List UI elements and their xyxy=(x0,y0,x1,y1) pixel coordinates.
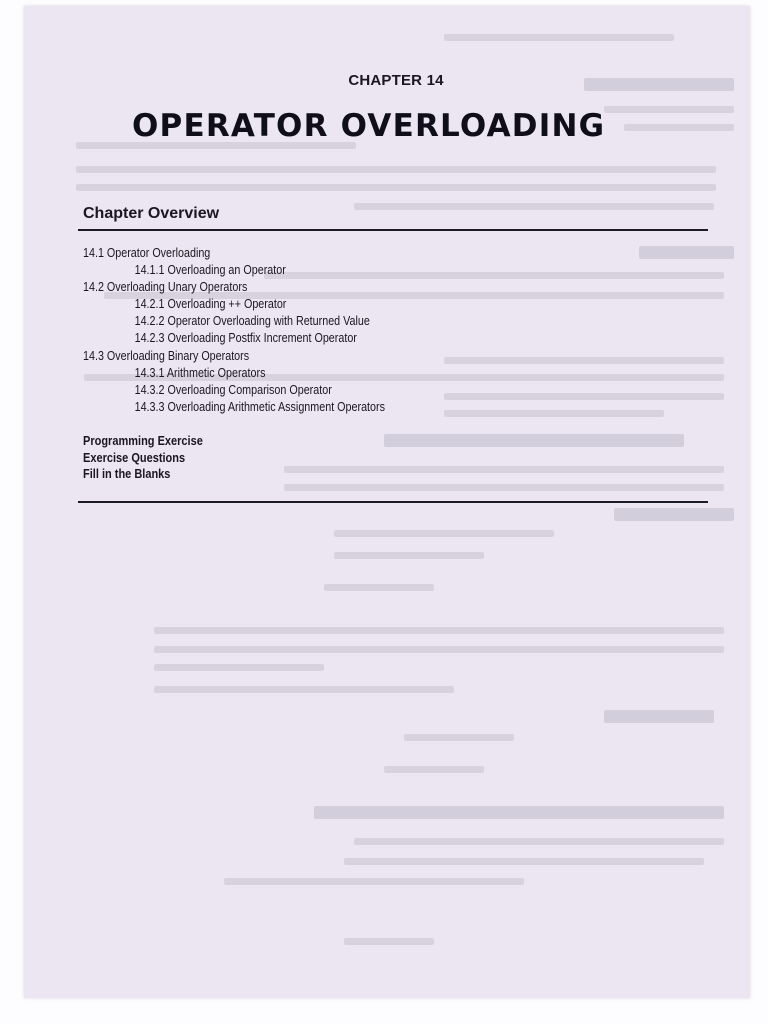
toc-item: 14.2.3 Overloading Postfix Increment Operator xyxy=(134,331,357,346)
toc-item: 14.3 Overloading Binary Operators xyxy=(83,348,250,363)
divider-bottom xyxy=(78,501,708,503)
chapter-title: OPERATOR OVERLOADING xyxy=(132,108,606,144)
chapter-label: CHAPTER 14 xyxy=(348,72,444,89)
table-of-contents xyxy=(83,245,385,416)
extra-item-programming-exercise: Programming Exercise xyxy=(83,434,203,448)
scanned-page xyxy=(24,6,750,998)
toc-item: 14.2.2 Operator Overloading with Returned Value xyxy=(134,314,370,329)
toc-item: 14.3.2 Overloading Comparison Operator xyxy=(134,382,332,397)
toc-item: 14.3.3 Overloading Arithmetic Assignment Operators xyxy=(134,399,385,414)
toc-item: 14.1 Operator Overloading xyxy=(83,246,211,260)
extra-item-exercise-questions: Exercise Questions xyxy=(83,450,186,465)
toc-item: 14.2 Overloading Unary Operators xyxy=(83,280,248,295)
extra-item-fill-in-the-blanks: Fill in the Blanks xyxy=(83,467,171,481)
overview-heading: Chapter Overview xyxy=(83,205,220,222)
toc-item: 14.2.1 Overloading ++ Operator xyxy=(134,297,287,312)
chapter-extras xyxy=(83,433,203,483)
divider-top xyxy=(78,229,708,231)
toc-item: 14.3.1 Arithmetic Operators xyxy=(134,365,266,380)
toc-item: 14.1.1 Overloading an Operator xyxy=(134,263,286,278)
